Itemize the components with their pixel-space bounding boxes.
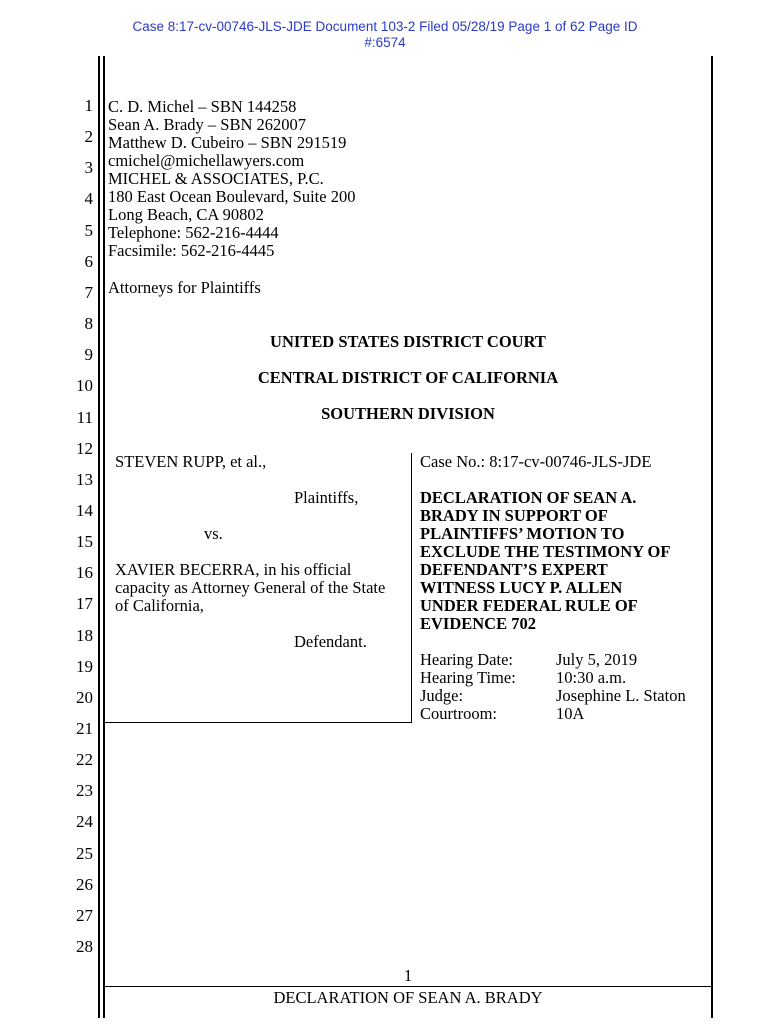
hearing-value: July 5, 2019	[556, 650, 638, 669]
counsel-line: Matthew D. Cubeiro – SBN 291519	[108, 133, 347, 152]
plaintiff-name: STEVEN RUPP, et al.,	[115, 452, 267, 471]
counsel-email: cmichel@michellawyers.com	[108, 151, 305, 170]
line-number: 5	[84, 220, 93, 240]
hearing-value: Josephine L. Staton	[556, 686, 686, 705]
document-title-line: EXCLUDE THE TESTIMONY OF	[420, 542, 671, 561]
defendant-role: Defendant.	[294, 632, 367, 651]
line-number: 2	[84, 127, 93, 147]
hearing-label: Hearing Time:	[420, 668, 516, 687]
line-number: 21	[76, 719, 93, 738]
filing-stamp-line1: Case 8:17-cv-00746-JLS-JDE Document 103-2 Filed 05/28/19 Page 1 of 62 Page ID	[132, 19, 638, 34]
line-number: 4	[84, 189, 93, 209]
attorneys-for: Attorneys for Plaintiffs	[108, 278, 261, 297]
counsel-line: C. D. Michel – SBN 144258	[108, 97, 297, 116]
footer-rule	[105, 986, 711, 987]
line-number: 14	[76, 500, 93, 520]
line-number: 10	[76, 376, 93, 396]
line-number: 3	[84, 158, 93, 178]
versus: vs.	[204, 524, 223, 543]
footer-title: DECLARATION OF SEAN A. BRADY	[273, 988, 543, 1007]
counsel-line: Long Beach, CA 90802	[108, 205, 264, 224]
line-number: 6	[84, 251, 93, 271]
counsel-block	[108, 98, 355, 260]
line-number: 19	[76, 656, 93, 676]
line-number: 15	[76, 532, 93, 552]
line-number: 12	[76, 438, 93, 458]
line-number: 28	[76, 937, 93, 957]
line-number: 16	[76, 563, 93, 583]
page-number: 1	[403, 966, 413, 985]
line-number: 7	[84, 282, 93, 302]
hearing-values	[556, 651, 686, 723]
line-number: 22	[76, 750, 93, 770]
document-title-line: WITNESS LUCY P. ALLEN	[420, 578, 623, 597]
court-district: CENTRAL DISTRICT OF CALIFORNIA	[257, 368, 559, 387]
line-number: 24	[76, 812, 93, 832]
line-number: 27	[76, 905, 93, 925]
court-name: UNITED STATES DISTRICT COURT	[270, 332, 546, 351]
document-title-line: EVIDENCE 702	[420, 614, 536, 633]
defendant-line: capacity as Attorney General of the State	[115, 578, 386, 597]
right-margin-rule	[711, 56, 713, 1018]
caption-divider	[411, 453, 412, 723]
caption-bottom-rule	[105, 722, 412, 723]
hearing-label: Hearing Date:	[420, 650, 513, 669]
filing-stamp-line2: #:6574	[364, 35, 406, 50]
counsel-line: Sean A. Brady – SBN 262007	[108, 115, 306, 134]
case-number: Case No.: 8:17-cv-00746-JLS-JDE	[420, 452, 652, 471]
line-number: 20	[76, 687, 93, 707]
line-number: 17	[76, 594, 93, 614]
hearing-label: Courtroom:	[420, 704, 497, 723]
document-title-line: PLAINTIFFS’ MOTION TO	[420, 524, 625, 543]
document-title-line: BRADY IN SUPPORT OF	[420, 506, 608, 525]
defendant-line: of California,	[115, 596, 204, 615]
line-number: 1	[84, 96, 93, 115]
line-number: 18	[76, 625, 93, 645]
line-number: 9	[84, 345, 93, 365]
left-margin-rule-inner	[103, 56, 105, 1018]
document-title	[420, 489, 670, 633]
counsel-line: Facsimile: 562-216-4445	[108, 241, 275, 260]
plaintiff-role: Plaintiffs,	[294, 488, 359, 507]
counsel-line: 180 East Ocean Boulevard, Suite 200	[108, 187, 356, 206]
line-number: 13	[76, 469, 93, 489]
counsel-line: Telephone: 562-216-4444	[108, 223, 279, 242]
defendant-line: XAVIER BECERRA, in his official	[115, 560, 352, 579]
hearing-labels	[420, 651, 516, 723]
defendant-block	[115, 561, 385, 615]
hearing-value: 10A	[556, 704, 585, 723]
document-title-line: DECLARATION OF SEAN A.	[420, 488, 637, 507]
hearing-value: 10:30 a.m.	[556, 668, 627, 687]
line-number: 11	[76, 407, 93, 427]
hearing-label: Judge:	[420, 686, 464, 705]
line-number: 26	[76, 874, 93, 894]
line-number: 25	[76, 843, 93, 863]
document-title-line: DEFENDANT’S EXPERT	[420, 560, 608, 579]
counsel-line: MICHEL & ASSOCIATES, P.C.	[108, 169, 324, 188]
left-margin-rule-outer	[98, 56, 100, 1018]
court-division: SOUTHERN DIVISION	[321, 404, 495, 423]
line-number: 23	[76, 781, 93, 801]
line-number: 8	[84, 314, 93, 334]
document-title-line: UNDER FEDERAL RULE OF	[420, 596, 638, 615]
